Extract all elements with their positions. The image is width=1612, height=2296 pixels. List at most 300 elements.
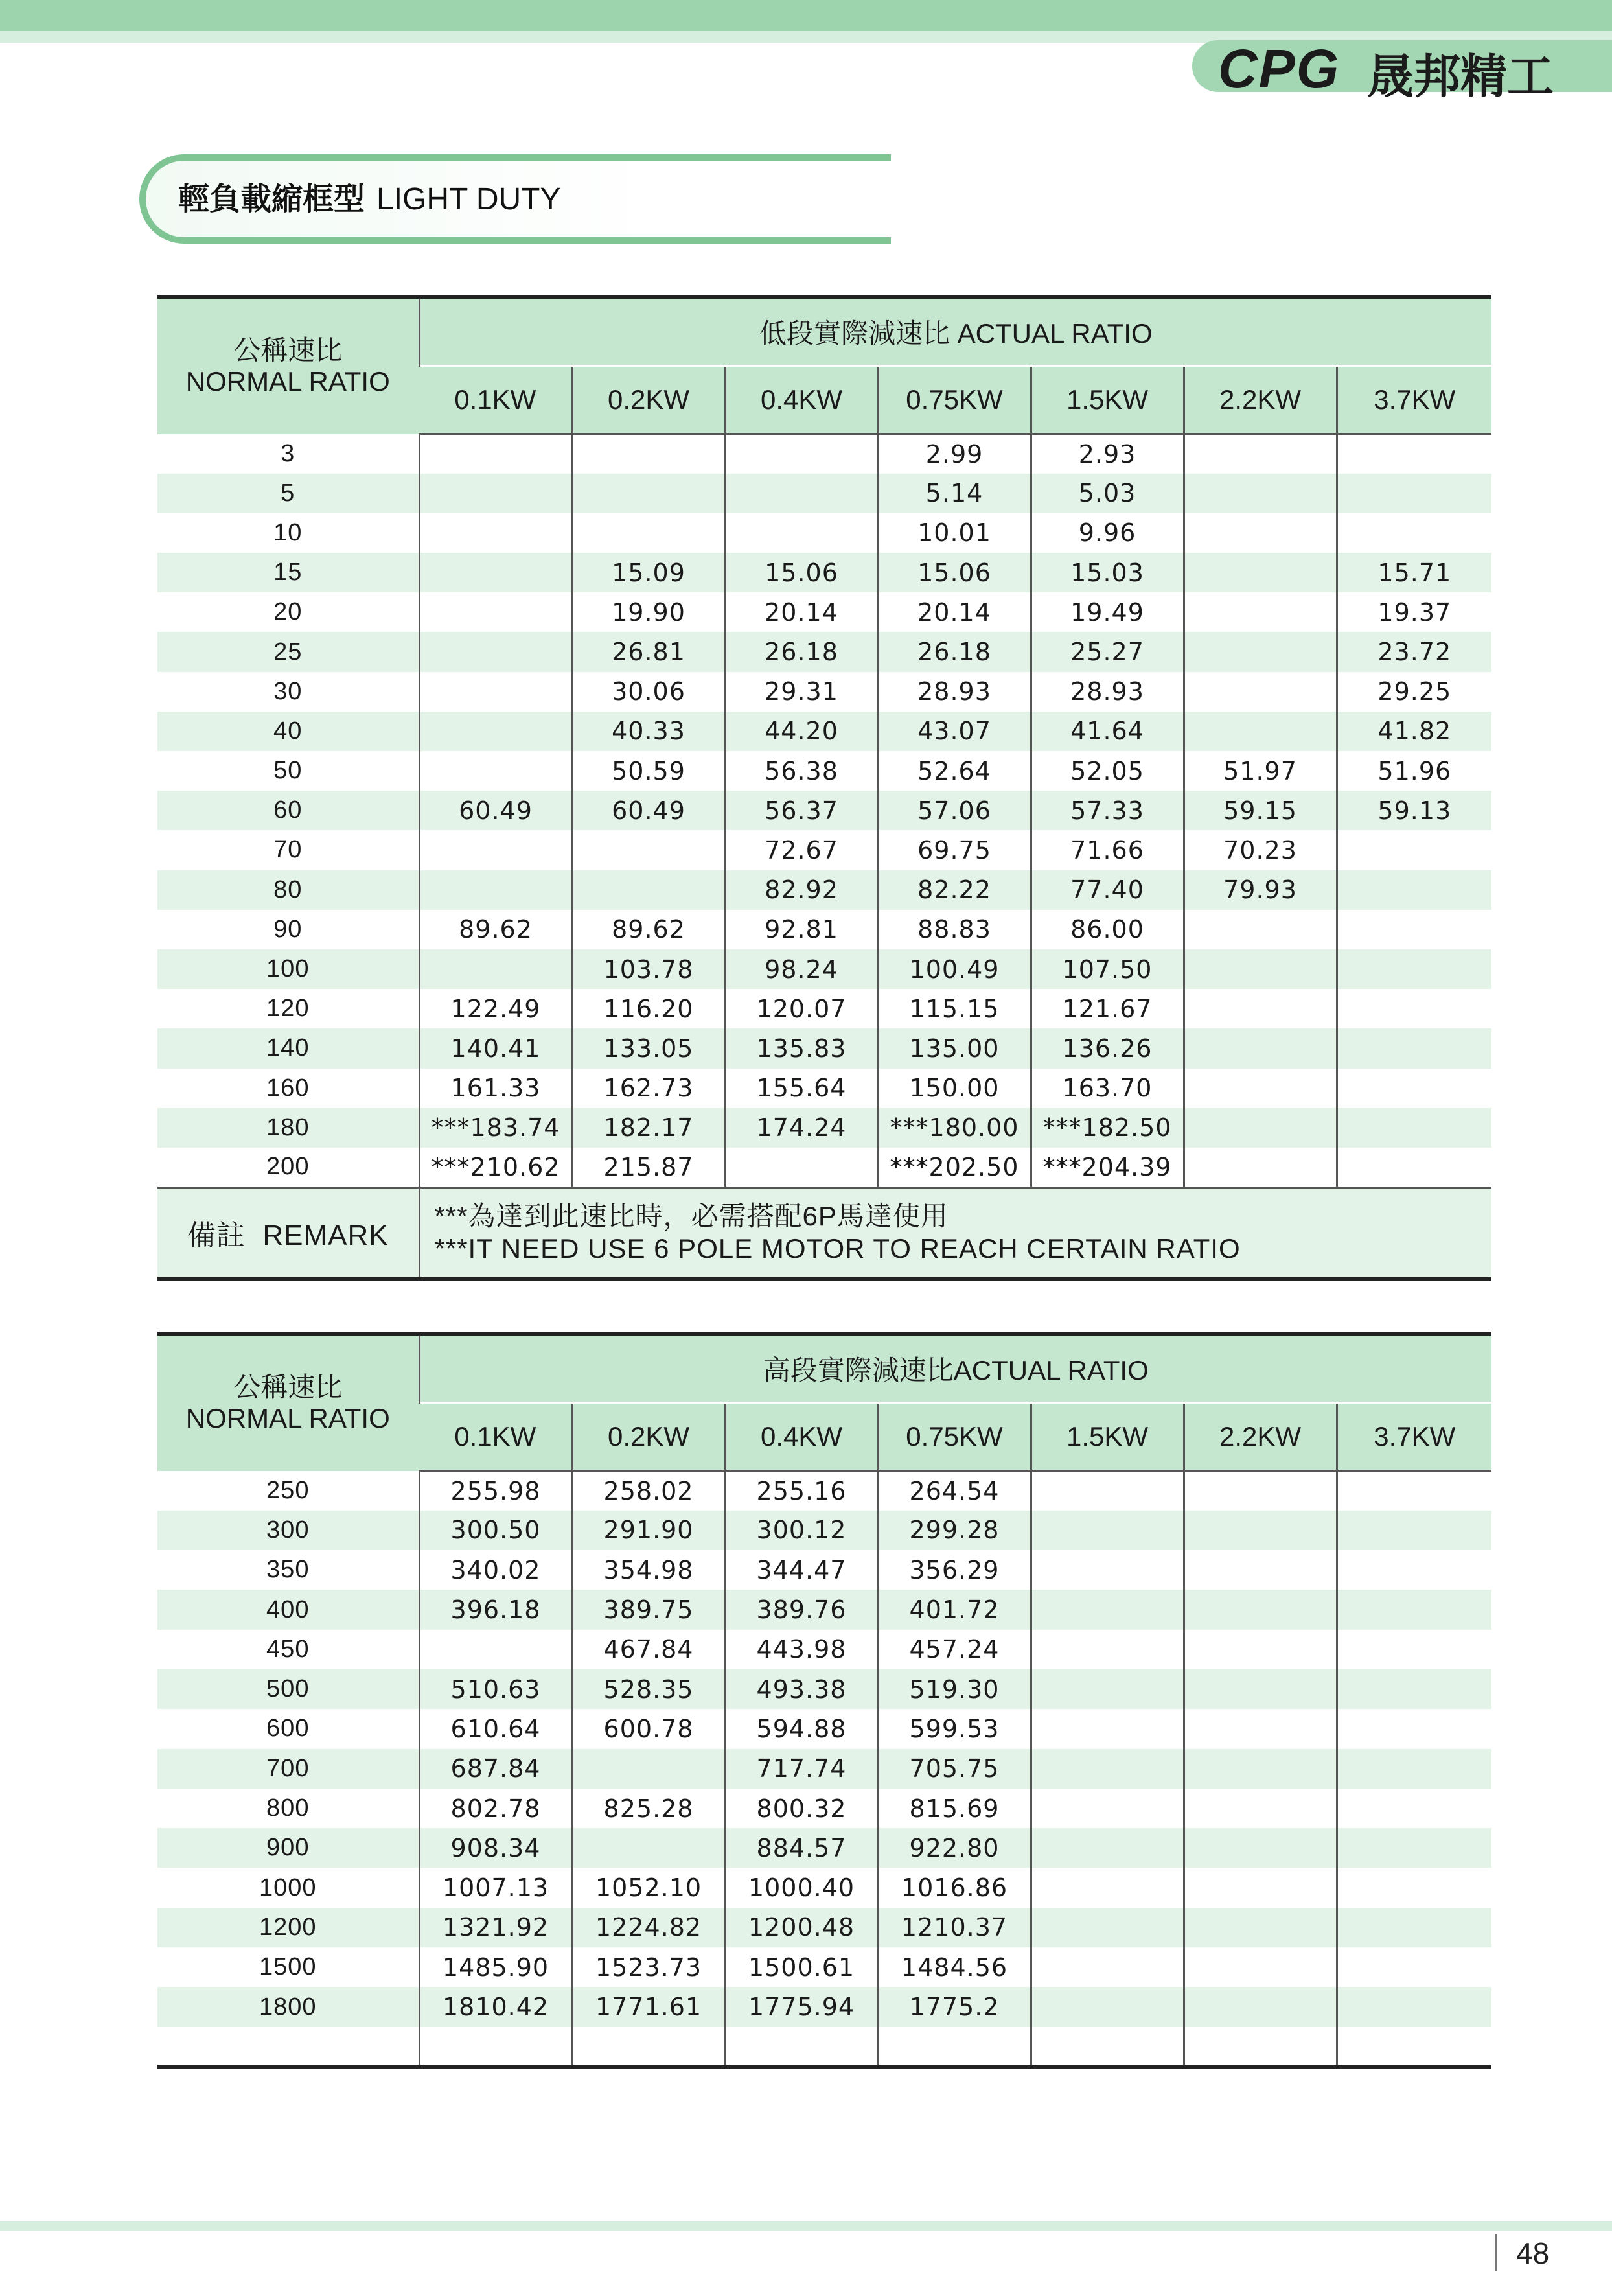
actual-ratio-cell (1337, 1868, 1491, 1907)
nominal-ratio-cell: 1000 (259, 1873, 317, 1901)
actual-ratio-cell: 1484.56 (878, 1947, 1031, 1987)
actual-ratio-cell: 60.49 (572, 791, 725, 830)
actual-ratio-cell: 1000.40 (725, 1868, 878, 1907)
page-number: 48 (1516, 2236, 1550, 2270)
actual-ratio-cell (725, 2027, 878, 2067)
table-row (157, 791, 1491, 830)
actual-ratio-cell: 1224.82 (572, 1908, 725, 1947)
nominal-ratio-cell: 20 (273, 598, 303, 626)
actual-ratio-cell (1184, 1868, 1337, 1907)
actual-ratio-cell: 908.34 (419, 1828, 572, 1868)
actual-ratio-cell: ***202.50 (878, 1148, 1031, 1187)
actual-ratio-cell: 1485.90 (419, 1947, 572, 1987)
nominal-ratio-cell: 70 (273, 836, 303, 864)
table-row (157, 1471, 1491, 1511)
actual-ratio-cell: 100.49 (878, 949, 1031, 989)
actual-ratio-cell (1337, 1709, 1491, 1748)
actual-ratio-cell: 52.64 (878, 751, 1031, 791)
nominal-ratio-cell: 100 (157, 949, 419, 989)
nominal-ratio-cell: 10 (273, 518, 303, 546)
actual-ratio-cell (1337, 1947, 1491, 1987)
actual-ratio-cell (1184, 1828, 1337, 1868)
actual-ratio-cell (1337, 949, 1491, 989)
actual-ratio-cell: 1200.48 (725, 1908, 878, 1947)
actual-ratio-cell: 255.98 (419, 1471, 572, 1511)
actual-ratio-cell (1337, 1471, 1491, 1511)
actual-ratio-cell (1337, 1987, 1491, 2026)
actual-ratio-cell (419, 632, 572, 671)
actual-ratio-cell: 493.38 (725, 1669, 878, 1709)
nominal-ratio-cell: 90 (273, 915, 303, 943)
actual-ratio-cell: 1771.61 (572, 1987, 725, 2026)
nominal-ratio-cell: 25 (157, 632, 419, 671)
actual-ratio-cell (1031, 1471, 1184, 1511)
actual-ratio-cell (1337, 1028, 1491, 1068)
actual-ratio-cell (1031, 1709, 1184, 1748)
actual-ratio-cell: 26.81 (572, 632, 725, 671)
actual-ratio-cell: 107.50 (1031, 949, 1184, 989)
actual-ratio-cell: 23.72 (1337, 632, 1491, 671)
stub-header (157, 1334, 419, 1471)
actual-ratio-cell (572, 1828, 725, 1868)
actual-ratio-cell: 594.88 (725, 1709, 878, 1748)
column-header: 0.75KW (878, 366, 1031, 434)
actual-ratio-cell: 135.83 (725, 1028, 878, 1068)
actual-ratio-cell: 389.76 (725, 1590, 878, 1629)
table-row (157, 1709, 1491, 1748)
actual-ratio-cell: 51.97 (1184, 751, 1337, 791)
actual-ratio-cell (1337, 2027, 1491, 2067)
actual-ratio-cell (1031, 1789, 1184, 1828)
actual-ratio-cell: 467.84 (572, 1630, 725, 1669)
table-row (157, 830, 1491, 870)
actual-ratio-cell (1184, 1749, 1337, 1789)
actual-ratio-cell: 56.37 (725, 791, 878, 830)
table-row (157, 2027, 1491, 2067)
actual-ratio-cell: 510.63 (419, 1669, 572, 1709)
actual-ratio-cell: 2.99 (878, 434, 1031, 474)
actual-ratio-cell (1184, 1471, 1337, 1511)
actual-ratio-cell: 161.33 (419, 1069, 572, 1108)
column-header: 1.5KW (1031, 366, 1184, 434)
nominal-ratio-cell: 120 (266, 995, 310, 1023)
actual-ratio-cell (1184, 1108, 1337, 1148)
column-header: 3.7KW (1337, 366, 1491, 434)
actual-ratio-cell: 1810.42 (419, 1987, 572, 2026)
actual-ratio-cell (1337, 989, 1491, 1028)
actual-ratio-cell (725, 474, 878, 513)
actual-ratio-cell: 59.15 (1184, 791, 1337, 830)
table-row (157, 751, 1491, 791)
nominal-ratio-cell: 40 (157, 712, 419, 751)
actual-ratio-cell: 69.75 (878, 830, 1031, 870)
column-header: 0.75KW (878, 1403, 1031, 1471)
actual-ratio-cell (1184, 1669, 1337, 1709)
nominal-ratio-cell: 80 (157, 870, 419, 910)
actual-ratio-cell: 56.38 (725, 751, 878, 791)
actual-ratio-cell (1184, 474, 1337, 513)
actual-ratio-cell: ***210.62 (419, 1148, 572, 1187)
actual-ratio-cell: 1775.94 (725, 1987, 878, 2026)
actual-ratio-cell: 356.29 (878, 1550, 1031, 1590)
footer-stripe (0, 2221, 1612, 2231)
nominal-ratio-cell: 50 (273, 757, 303, 785)
nominal-ratio-cell: 500 (157, 1669, 419, 1709)
table-row (157, 910, 1491, 949)
table-row (157, 1511, 1491, 1550)
actual-ratio-cell: 291.90 (572, 1511, 725, 1550)
actual-ratio-cell: 103.78 (572, 949, 725, 989)
actual-ratio-cell: 43.07 (878, 712, 1031, 751)
stub-header-en: NORMAL RATIO (185, 1403, 390, 1434)
actual-ratio-cell: 163.70 (1031, 1069, 1184, 1108)
actual-ratio-cell: ***180.00 (878, 1108, 1031, 1148)
actual-ratio-cell (1337, 474, 1491, 513)
actual-ratio-cell: 59.13 (1337, 791, 1491, 830)
actual-ratio-cell: 71.66 (1031, 830, 1184, 870)
nominal-ratio-cell: 700 (157, 1749, 419, 1789)
actual-ratio-cell (1031, 1987, 1184, 2026)
nominal-ratio-cell: 350 (266, 1556, 310, 1584)
actual-ratio-cell: 92.81 (725, 910, 878, 949)
actual-ratio-cell (1031, 1947, 1184, 1987)
actual-ratio-cell: 52.05 (1031, 751, 1184, 791)
actual-ratio-cell: ***204.39 (1031, 1148, 1184, 1187)
actual-ratio-cell (1184, 1590, 1337, 1629)
actual-ratio-cell (1184, 989, 1337, 1028)
actual-ratio-cell (419, 712, 572, 751)
nominal-ratio-cell: 1500 (259, 1953, 317, 1981)
column-header: 0.1KW (419, 366, 572, 434)
nominal-ratio-cell: 250 (266, 1476, 310, 1504)
actual-ratio-cell: 121.67 (1031, 989, 1184, 1028)
actual-ratio-cell (1184, 1511, 1337, 1550)
actual-ratio-cell (419, 830, 572, 870)
nominal-ratio-cell: 1200 (157, 1908, 419, 1947)
header-band (0, 0, 1612, 31)
actual-ratio-cell: 389.75 (572, 1590, 725, 1629)
actual-ratio-cell: 354.98 (572, 1550, 725, 1590)
actual-ratio-cell (572, 434, 725, 474)
actual-ratio-cell (419, 592, 572, 632)
table-row (157, 1069, 1491, 1108)
actual-ratio-cell: 77.40 (1031, 870, 1184, 910)
actual-ratio-cell (1337, 1669, 1491, 1709)
actual-ratio-cell: 150.00 (878, 1069, 1031, 1108)
stub-header (157, 297, 419, 434)
actual-ratio-cell (1337, 910, 1491, 949)
actual-ratio-cell: 802.78 (419, 1789, 572, 1828)
group-header: 低段實際減速比 ACTUAL RATIO (419, 297, 1491, 366)
actual-ratio-cell: 89.62 (572, 910, 725, 949)
actual-ratio-cell: 1775.2 (878, 1987, 1031, 2026)
actual-ratio-cell (572, 2027, 725, 2067)
table-row (157, 632, 1491, 671)
actual-ratio-cell (1184, 1148, 1337, 1187)
actual-ratio-cell (1031, 2027, 1184, 2067)
table-row (157, 1987, 1491, 2026)
column-header: 1.5KW (1031, 1403, 1184, 1471)
actual-ratio-cell: 25.27 (1031, 632, 1184, 671)
table-row (157, 1749, 1491, 1789)
nominal-ratio-cell: 60 (157, 791, 419, 830)
nominal-ratio-cell: 400 (157, 1590, 419, 1629)
remark-line-en: ***IT NEED USE 6 POLE MOTOR TO REACH CERTAIN RATIO (434, 1233, 1241, 1264)
actual-ratio-cell (419, 434, 572, 474)
table-row (157, 1868, 1491, 1907)
actual-ratio-cell (1337, 1908, 1491, 1947)
nominal-ratio-cell: 800 (266, 1794, 310, 1822)
actual-ratio-cell (572, 474, 725, 513)
nominal-ratio-cell: 1800 (157, 1987, 419, 2026)
column-header: 3.7KW (1337, 1403, 1491, 1471)
actual-ratio-cell: 396.18 (419, 1590, 572, 1629)
table-row (157, 1828, 1491, 1868)
actual-ratio-cell (419, 1630, 572, 1669)
actual-ratio-cell: 815.69 (878, 1789, 1031, 1828)
actual-ratio-cell: 40.33 (572, 712, 725, 751)
actual-ratio-cell: 457.24 (878, 1630, 1031, 1669)
actual-ratio-cell (725, 513, 878, 553)
actual-ratio-cell (1337, 1148, 1491, 1187)
actual-ratio-cell (1337, 1511, 1491, 1550)
actual-ratio-cell (1031, 1550, 1184, 1590)
actual-ratio-cell: 1210.37 (878, 1908, 1031, 1947)
table-row (157, 1908, 1491, 1947)
column-header: 0.4KW (725, 366, 878, 434)
actual-ratio-cell (419, 672, 572, 712)
actual-ratio-cell: 705.75 (878, 1749, 1031, 1789)
nominal-ratio-cell: 15 (157, 553, 419, 592)
actual-ratio-cell: 133.05 (572, 1028, 725, 1068)
table-row (157, 1028, 1491, 1068)
remark-label: 備註 REMARK (157, 1187, 419, 1279)
actual-ratio-cell: 98.24 (725, 949, 878, 989)
nominal-ratio-cell (157, 2027, 419, 2067)
actual-ratio-cell: 258.02 (572, 1471, 725, 1511)
actual-ratio-cell: 30.06 (572, 672, 725, 712)
actual-ratio-cell: 86.00 (1031, 910, 1184, 949)
high-ratio-table (157, 1332, 1491, 2069)
page-number-divider (1495, 2234, 1497, 2271)
actual-ratio-cell: 41.64 (1031, 712, 1184, 751)
table-row (157, 989, 1491, 1028)
column-header: 0.4KW (725, 1403, 878, 1471)
actual-ratio-cell: 19.90 (572, 592, 725, 632)
actual-ratio-cell: 255.16 (725, 1471, 878, 1511)
actual-ratio-cell: 519.30 (878, 1669, 1031, 1709)
actual-ratio-cell (1337, 1749, 1491, 1789)
column-header: 0.2KW (572, 366, 725, 434)
actual-ratio-cell: 610.64 (419, 1709, 572, 1748)
actual-ratio-cell (1337, 1789, 1491, 1828)
actual-ratio-cell: 174.24 (725, 1108, 878, 1148)
company-name: 晟邦精工 (1367, 51, 1554, 103)
actual-ratio-cell (1184, 1630, 1337, 1669)
actual-ratio-cell (1337, 1590, 1491, 1629)
actual-ratio-cell (1184, 949, 1337, 989)
actual-ratio-cell: 15.06 (878, 553, 1031, 592)
nominal-ratio-cell: 3 (281, 439, 295, 467)
actual-ratio-cell: 825.28 (572, 1789, 725, 1828)
table-row (157, 1669, 1491, 1709)
section-title (178, 174, 561, 218)
column-header: 2.2KW (1184, 1403, 1337, 1471)
section-title-cn: 輕負載縮框型 (178, 182, 365, 216)
actual-ratio-cell (1031, 1630, 1184, 1669)
actual-ratio-cell (1184, 1550, 1337, 1590)
nominal-ratio-cell: 900 (157, 1828, 419, 1868)
actual-ratio-cell (1031, 1908, 1184, 1947)
actual-ratio-cell (1184, 712, 1337, 751)
actual-ratio-cell (1184, 434, 1337, 474)
actual-ratio-cell (1184, 632, 1337, 671)
table-row (157, 553, 1491, 592)
actual-ratio-cell: 340.02 (419, 1550, 572, 1590)
actual-ratio-cell (419, 751, 572, 791)
nominal-ratio-cell: 600 (266, 1715, 310, 1743)
actual-ratio-cell (1184, 513, 1337, 553)
actual-ratio-cell: 300.12 (725, 1511, 878, 1550)
actual-ratio-cell: 1016.86 (878, 1868, 1031, 1907)
actual-ratio-cell: 15.06 (725, 553, 878, 592)
actual-ratio-cell: 1321.92 (419, 1908, 572, 1947)
actual-ratio-cell: 135.00 (878, 1028, 1031, 1068)
actual-ratio-cell: 2.93 (1031, 434, 1184, 474)
nominal-ratio-cell: 160 (266, 1074, 310, 1102)
actual-ratio-cell: 401.72 (878, 1590, 1031, 1629)
table-row (157, 949, 1491, 989)
actual-ratio-cell (1184, 1028, 1337, 1068)
table-row (157, 474, 1491, 513)
remark-row (157, 1187, 1491, 1279)
actual-ratio-cell (1184, 592, 1337, 632)
actual-ratio-cell (1184, 1987, 1337, 2026)
actual-ratio-cell: 717.74 (725, 1749, 878, 1789)
actual-ratio-cell (419, 949, 572, 989)
nominal-ratio-cell: 300 (157, 1511, 419, 1550)
actual-ratio-cell (1184, 1069, 1337, 1108)
actual-ratio-cell: 15.03 (1031, 553, 1184, 592)
actual-ratio-cell: 162.73 (572, 1069, 725, 1108)
table-row (157, 1630, 1491, 1669)
actual-ratio-cell (1184, 1789, 1337, 1828)
actual-ratio-cell: 26.18 (878, 632, 1031, 671)
brand-logo: CPG (1218, 38, 1341, 99)
actual-ratio-cell (1184, 672, 1337, 712)
actual-ratio-cell: 88.83 (878, 910, 1031, 949)
nominal-ratio-cell: 30 (273, 677, 303, 705)
actual-ratio-cell (419, 2027, 572, 2067)
table-row (157, 1947, 1491, 1987)
actual-ratio-cell (572, 870, 725, 910)
actual-ratio-cell: 79.93 (1184, 870, 1337, 910)
actual-ratio-cell (1031, 1590, 1184, 1629)
table-row (157, 1148, 1491, 1187)
nominal-ratio-cell: 450 (266, 1635, 310, 1663)
actual-ratio-cell (1031, 1868, 1184, 1907)
actual-ratio-cell (572, 1749, 725, 1789)
actual-ratio-cell (1337, 513, 1491, 553)
actual-ratio-cell (419, 474, 572, 513)
actual-ratio-cell (725, 434, 878, 474)
nominal-ratio-cell: 5 (157, 474, 419, 513)
table-row (157, 1108, 1491, 1148)
nominal-ratio-cell: 200 (266, 1153, 310, 1181)
actual-ratio-cell (878, 2027, 1031, 2067)
actual-ratio-cell: 82.92 (725, 870, 878, 910)
actual-ratio-cell: 136.26 (1031, 1028, 1184, 1068)
column-header: 0.2KW (572, 1403, 725, 1471)
actual-ratio-cell (1184, 2027, 1337, 2067)
actual-ratio-cell: 9.96 (1031, 513, 1184, 553)
actual-ratio-cell (1184, 553, 1337, 592)
actual-ratio-cell: 15.09 (572, 553, 725, 592)
actual-ratio-cell (1337, 1069, 1491, 1108)
actual-ratio-cell (1337, 1108, 1491, 1148)
actual-ratio-cell: 28.93 (878, 672, 1031, 712)
actual-ratio-cell (725, 1148, 878, 1187)
actual-ratio-cell: 215.87 (572, 1148, 725, 1187)
actual-ratio-cell (419, 513, 572, 553)
actual-ratio-cell: 50.59 (572, 751, 725, 791)
section-title-en: LIGHT DUTY (376, 182, 561, 216)
group-header: 高段實際減速比ACTUAL RATIO (419, 1334, 1491, 1403)
actual-ratio-cell: 300.50 (419, 1511, 572, 1550)
actual-ratio-cell: 19.37 (1337, 592, 1491, 632)
actual-ratio-cell: 528.35 (572, 1669, 725, 1709)
actual-ratio-cell: 20.14 (725, 592, 878, 632)
actual-ratio-cell: 800.32 (725, 1789, 878, 1828)
stub-header-cn: 公稱速比 (233, 1372, 343, 1403)
actual-ratio-cell: ***182.50 (1031, 1108, 1184, 1148)
table-row (157, 672, 1491, 712)
actual-ratio-cell: 922.80 (878, 1828, 1031, 1868)
actual-ratio-cell: 28.93 (1031, 672, 1184, 712)
actual-ratio-cell: 182.17 (572, 1108, 725, 1148)
actual-ratio-cell: 72.67 (725, 830, 878, 870)
actual-ratio-cell: 44.20 (725, 712, 878, 751)
actual-ratio-cell: 140.41 (419, 1028, 572, 1068)
table-row (157, 592, 1491, 632)
actual-ratio-cell (1031, 1749, 1184, 1789)
actual-ratio-cell: 155.64 (725, 1069, 878, 1108)
actual-ratio-cell: 1500.61 (725, 1947, 878, 1987)
actual-ratio-cell: 26.18 (725, 632, 878, 671)
actual-ratio-cell: 122.49 (419, 989, 572, 1028)
actual-ratio-cell (1337, 830, 1491, 870)
table-row (157, 513, 1491, 553)
low-ratio-table (157, 295, 1491, 1281)
actual-ratio-cell: 299.28 (878, 1511, 1031, 1550)
actual-ratio-cell (1184, 910, 1337, 949)
actual-ratio-cell: 89.62 (419, 910, 572, 949)
actual-ratio-cell: 82.22 (878, 870, 1031, 910)
column-header: 2.2KW (1184, 366, 1337, 434)
actual-ratio-cell: 344.47 (725, 1550, 878, 1590)
actual-ratio-cell (1184, 1709, 1337, 1748)
actual-ratio-cell: 115.15 (878, 989, 1031, 1028)
table-row (157, 712, 1491, 751)
table-row (157, 1550, 1491, 1590)
stub-header-en: NORMAL RATIO (185, 366, 390, 397)
actual-ratio-cell: 57.33 (1031, 791, 1184, 830)
actual-ratio-cell (1031, 1828, 1184, 1868)
actual-ratio-cell: 29.31 (725, 672, 878, 712)
actual-ratio-cell: 5.03 (1031, 474, 1184, 513)
stub-header-cn: 公稱速比 (233, 335, 343, 366)
actual-ratio-cell: 15.71 (1337, 553, 1491, 592)
